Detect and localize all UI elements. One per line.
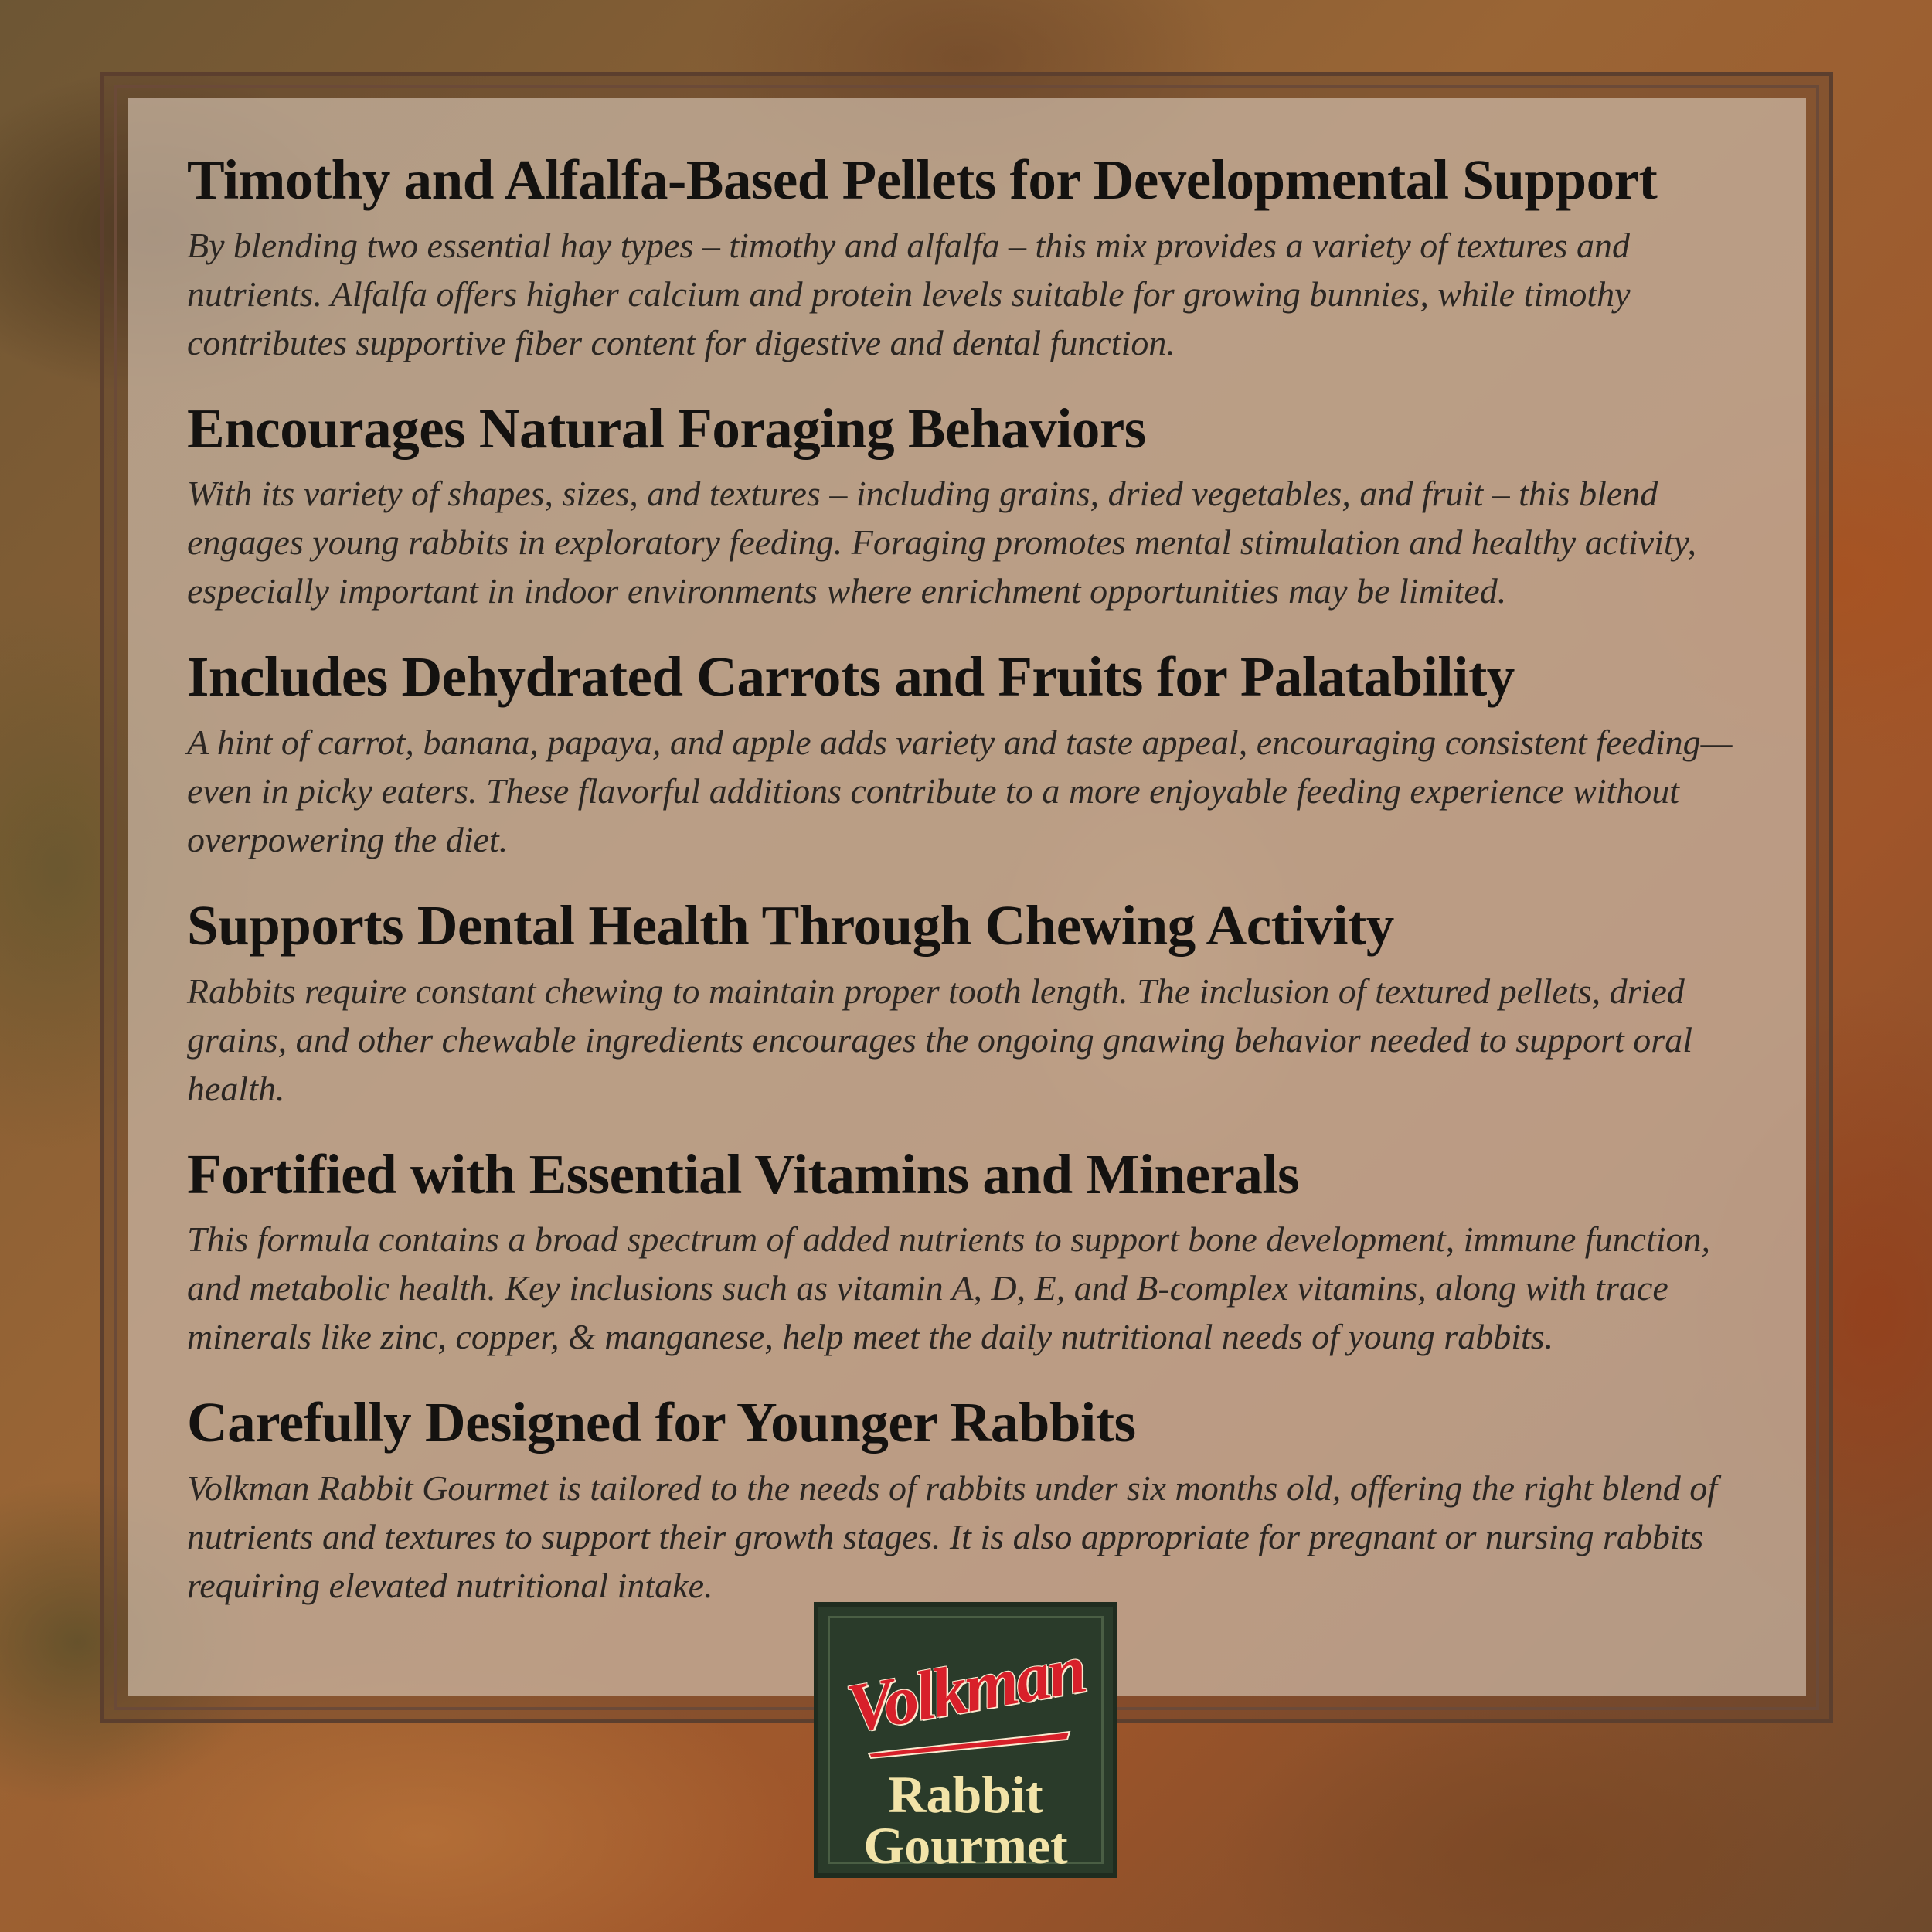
benefit-description: By blending two essential hay types – timothy and alfalfa – this mix provides a variety of textures and nutrients. Alfalfa offers higher calcium and protein levels suitable for growing bunnies, while timothy contributes supportive fiber content for digestive and dental function.	[187, 225, 1631, 362]
benefit-section	[187, 396, 1771, 616]
product-name-line1: Rabbit	[888, 1765, 1043, 1824]
benefit-description: Rabbits require constant chewing to maintain proper tooth length. The inclusion of textured pellets, dried grains, and other chewable ingredients encourages the ongoing gnawing behavior needed to support oral health.	[187, 971, 1692, 1108]
benefits-list	[187, 148, 1771, 1642]
benefit-section	[187, 645, 1771, 864]
benefit-section	[187, 1393, 1771, 1610]
benefit-heading: Supports Dental Health Through Chewing Activity	[187, 893, 1394, 957]
benefit-heading: Encourages Natural Foraging Behaviors	[187, 396, 1146, 460]
benefit-heading: Fortified with Essential Vitamins and Minerals	[187, 1142, 1300, 1206]
benefit-description: Volkman Rabbit Gourmet is tailored to the needs of rabbits under six months old, offering the right blend of nutrients and textures to support their growth stages. It is also appropriate for pregnant or nursing rabbits requiring elevated nutritional intake.	[187, 1468, 1717, 1605]
benefit-description: A hint of carrot, banana, papaya, and apple adds variety and taste appeal, encouraging consistent feeding—even in picky eaters. These flavorful additions contribute to a more enjoyable feeding experience without overpowering the diet.	[187, 722, 1733, 859]
benefit-description: With its variety of shapes, sizes, and textures – including grains, dried vegetables, and fruit – this blend engages young rabbits in exploratory feeding. Foraging promotes mental stimulation and healthy activity, especially important in indoor environments where enrichment opportunities may be limited.	[187, 474, 1697, 611]
brand-swoosh-icon	[865, 1729, 1073, 1760]
benefit-description: This formula contains a broad spectrum of added nutrients to support bone development, immune function, and metabolic health. Key inclusions such as vitamin A, D, E, and B-complex vitamins, along with trace minerals like zinc, copper, & manganese, help meet the daily nutritional needs of young rabbits.	[187, 1219, 1711, 1357]
benefit-section	[187, 1142, 1771, 1362]
benefit-section	[187, 148, 1771, 367]
benefit-heading: Timothy and Alfalfa-Based Pellets for Developmental Support	[187, 148, 1658, 211]
brand-logo-badge	[814, 1602, 1117, 1878]
benefit-section	[187, 893, 1771, 1113]
benefit-heading: Carefully Designed for Younger Rabbits	[187, 1391, 1136, 1454]
product-name	[818, 1765, 1113, 1875]
product-name-line2: Gourmet	[863, 1816, 1068, 1875]
benefit-heading: Includes Dehydrated Carrots and Fruits for Palatability	[187, 645, 1515, 709]
brand-wordmark: Volkman	[841, 1630, 1090, 1748]
